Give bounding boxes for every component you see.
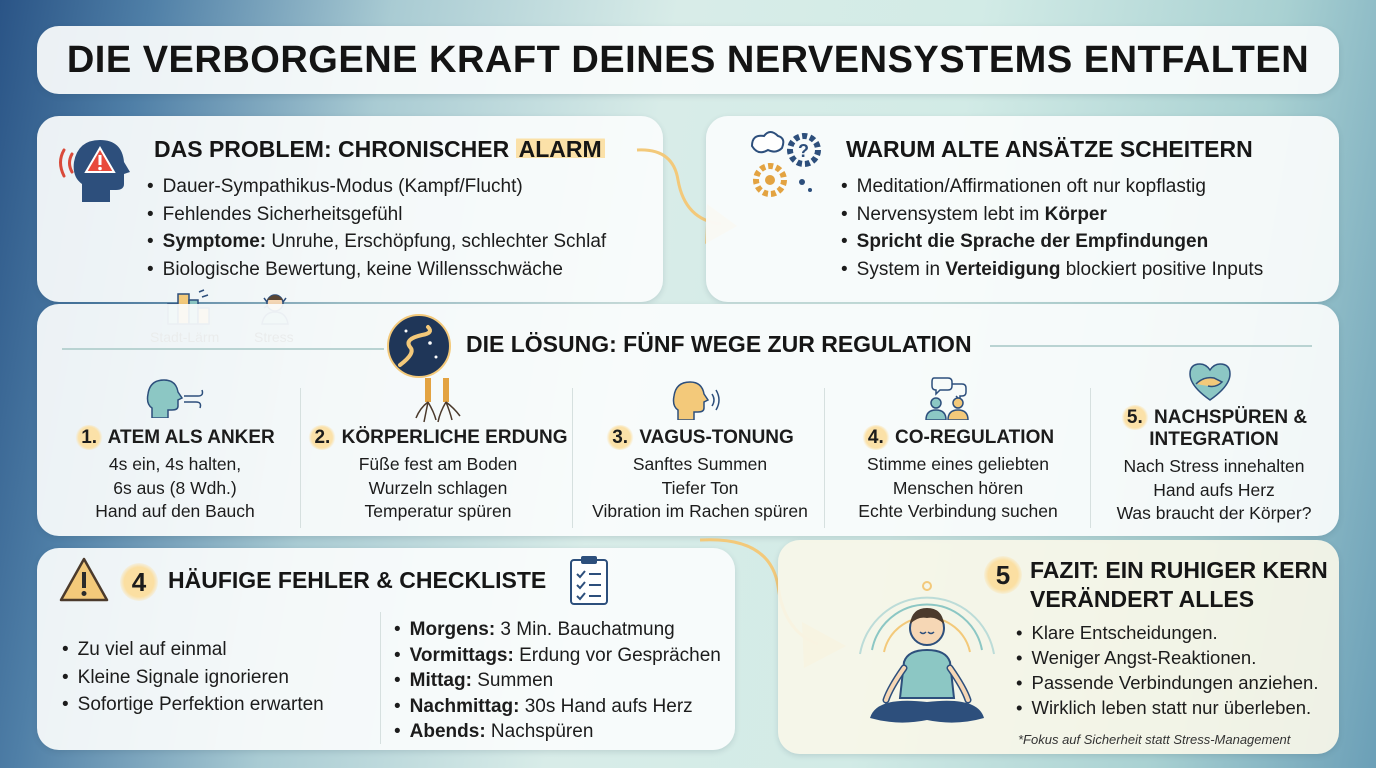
fazit-heading: FAZIT: EIN RUHIGER KERN VERÄNDERT ALLES bbox=[1030, 557, 1328, 612]
fazit-list bbox=[1016, 620, 1318, 720]
list-item: • Wirklich leben statt nur überleben. bbox=[1016, 695, 1318, 720]
why-heading: WARUM ALTE ANSÄTZE SCHEITERN bbox=[846, 136, 1253, 162]
list-item: • Nervensystem lebt im Körper bbox=[841, 201, 1263, 229]
problem-list bbox=[147, 173, 606, 283]
humming-head-icon bbox=[672, 378, 722, 420]
heart-hand-icon bbox=[1186, 360, 1234, 402]
list-item: • System in Verteidigung blockiert positive Inputs bbox=[841, 256, 1263, 284]
list-item: • Weniger Angst-Reaktionen. bbox=[1016, 645, 1318, 670]
step-3: 3. VAGUS-TONUNG Sanftes Summen Tiefer Ton Vibration im Rachen spüren bbox=[592, 427, 808, 521]
list-item: • Meditation/Affirmationen oft nur kopflastig bbox=[841, 173, 1263, 201]
divider-right bbox=[990, 345, 1312, 347]
meditation-person-icon bbox=[856, 578, 998, 730]
list-item: • Symptome: Unruhe, Erschöpfung, schlechter Schlaf bbox=[147, 228, 606, 256]
step-5: 5. NACHSPÜREN & INTEGRATION Nach Stress innehalten Hand aufs Herz Was braucht der Körper? bbox=[1116, 407, 1312, 523]
alarm-highlight: ALARM bbox=[516, 136, 605, 162]
column-separator bbox=[824, 388, 825, 528]
list-item: • Kleine Signale ignorieren bbox=[62, 664, 324, 692]
page-title: DIE VERBORGENE KRAFT DEINES NERVENSYSTEMS ENTFALTEN bbox=[66, 38, 1310, 81]
breathing-head-icon bbox=[146, 378, 206, 418]
list-item: • Klare Entscheidungen. bbox=[1016, 620, 1318, 645]
column-separator bbox=[572, 388, 573, 528]
divider-left bbox=[62, 348, 384, 350]
checklist-separator bbox=[380, 612, 381, 744]
step-2: 2. KÖRPERLICHE ERDUNG Füße fest am Boden Wurzeln schlagen Temperatur spüren bbox=[306, 427, 570, 524]
footnote: *Fokus auf Sicherheit statt Stress-Management bbox=[1018, 732, 1291, 747]
checklist-icon bbox=[568, 554, 610, 606]
solution-heading: DIE LÖSUNG: FÜNF WEGE ZUR REGULATION bbox=[466, 331, 972, 357]
gears-icon bbox=[746, 128, 828, 206]
list-item: • Zu viel auf einmal bbox=[62, 636, 324, 664]
why-list bbox=[841, 173, 1263, 283]
title-banner bbox=[37, 26, 1339, 94]
list-item: • Mittag: Summen bbox=[394, 668, 721, 694]
warning-icon bbox=[58, 556, 110, 604]
svg-text:?: ? bbox=[798, 141, 809, 161]
list-item: • Nachmittag: 30s Hand aufs Herz bbox=[394, 694, 721, 720]
list-item: • Fehlendes Sicherheitsgefühl bbox=[147, 201, 606, 229]
people-talking-icon bbox=[922, 376, 972, 420]
list-item: • Morgens: 3 Min. Bauchatmung bbox=[394, 617, 721, 643]
list-item: • Sofortige Perfektion erwarten bbox=[62, 691, 324, 719]
path-stars-icon bbox=[386, 313, 452, 379]
mistakes-heading: HÄUFIGE FEHLER & CHECKLISTE bbox=[168, 567, 547, 593]
errors-list bbox=[62, 636, 324, 719]
checklist bbox=[394, 617, 721, 745]
section-4-badge: 4 bbox=[120, 563, 158, 601]
section-5-badge: 5 bbox=[984, 556, 1022, 594]
alarm-head-icon bbox=[52, 132, 144, 206]
list-item: • Vormittags: Erdung vor Gesprächen bbox=[394, 643, 721, 669]
problem-heading: DAS PROBLEM: CHRONISCHER ALARM bbox=[154, 136, 605, 163]
roots-feet-icon bbox=[410, 378, 464, 424]
list-item: • Biologische Bewertung, keine Willensschwäche bbox=[147, 256, 606, 284]
step-4: 4. CO-REGULATION Stimme eines geliebten Menschen hören Echte Verbindung suchen bbox=[858, 427, 1058, 521]
list-item: • Passende Verbindungen anziehen. bbox=[1016, 670, 1318, 695]
list-item: • Abends: Nachspüren bbox=[394, 719, 721, 745]
column-separator bbox=[300, 388, 301, 528]
step-1: 1. ATEM ALS ANKER 4s ein, 4s halten, 6s aus (8 Wdh.) Hand auf den Bauch bbox=[60, 427, 290, 524]
list-item: • Dauer-Sympathikus-Modus (Kampf/Flucht) bbox=[147, 173, 606, 201]
list-item: • Spricht die Sprache der Empfindungen bbox=[841, 228, 1263, 256]
column-separator bbox=[1090, 388, 1091, 528]
